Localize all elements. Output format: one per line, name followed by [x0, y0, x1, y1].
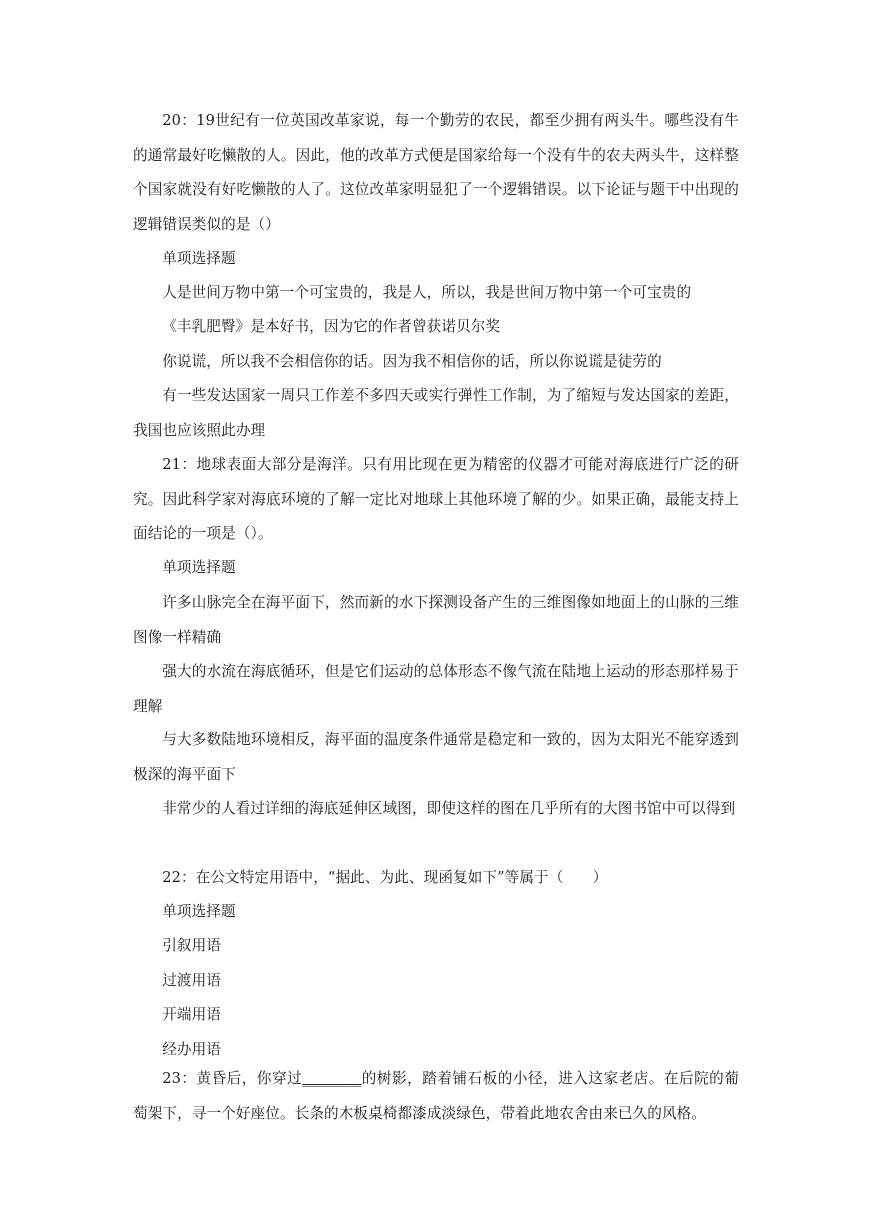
question-20-option-c: 你说谎，所以我不会相信你的话。因为我不相信你的话，所以你说谎是徒劳的	[162, 353, 662, 370]
question-22-option-c: 开端用语	[162, 1006, 221, 1023]
question-21-option-c: 与大多数陆地环境相反，海平面的温度条件通常是稳定和一致的，因为太阳光不能穿透到极深的海平面下	[133, 731, 739, 783]
question-23-blank: ________	[302, 1070, 362, 1087]
question-22-option-d: 经办用语	[162, 1041, 221, 1058]
question-21-option-a: 许多山脉完全在海平面下，然而新的水下探测设备产生的三维图像如地面上的山脉的三维图像一样精确	[133, 594, 739, 646]
question-20-option-a: 人是世间万物中第一个可宝贵的，我是人，所以，我是世间万物中第一个可宝贵的	[162, 284, 692, 301]
question-22-option-a: 引叙用语	[162, 937, 221, 954]
question-21-option-b: 强大的水流在海底循环，但是它们运动的总体形态不像气流在陆地上运动的形态那样易于理解	[133, 663, 739, 715]
question-20-option-d: 有一些发达国家一周只工作差不多四天或实行弹性工作制，为了缩短与发达国家的差距，我国也应该照此办理	[133, 387, 739, 439]
question-20-option-b: 《丰乳肥臀》是本好书，因为它的作者曾获诺贝尔奖	[162, 318, 501, 335]
question-20-stem: 20：19世纪有一位英国改革家说，每一个勤劳的农民，都至少拥有两头牛。哪些没有牛的通常最好吃懒散的人。因此，他的改革方式便是国家给每一个没有牛的农夫两头牛，这样整个国家就没有好吃懒散的人了。这位改革家明显犯了一个逻辑错误。以下论证与题干中出现的逻辑错误类似的是（）	[133, 112, 739, 233]
question-23-stem-after: 的树影，踏着铺石板的小径，进入这家老店。在后院的葡萄架下，寻一个好座位。长条的木板桌椅都漆成淡绿色，带着此地农舍由来已久的风格。	[133, 1070, 739, 1122]
question-23-stem	[133, 1062, 739, 1131]
question-22-stem: 22：在公文特定用语中，“据此、为此、现函复如下”等属于（ ）	[162, 869, 608, 886]
question-21-stem: 21：地球表面大部分是海洋。只有用比现在更为精密的仪器才可能对海底进行广泛的研究。因此科学家对海底环境的了解一定比对地球上其他环境了解的少。如果正确，最能支持上面结论的一项是（）。	[133, 456, 739, 542]
question-20-type: 单项选择题	[162, 250, 236, 267]
question-21-option-d: 非常少的人看过详细的海底延伸区域图，即使这样的图在几乎所有的大图书馆中可以得到	[162, 800, 736, 817]
question-23-stem-before: 23：黄昏后，你穿过	[162, 1070, 303, 1087]
question-22-option-b: 过渡用语	[162, 972, 221, 989]
question-22-type: 单项选择题	[162, 903, 236, 920]
question-21-type: 单项选择题	[162, 559, 236, 576]
